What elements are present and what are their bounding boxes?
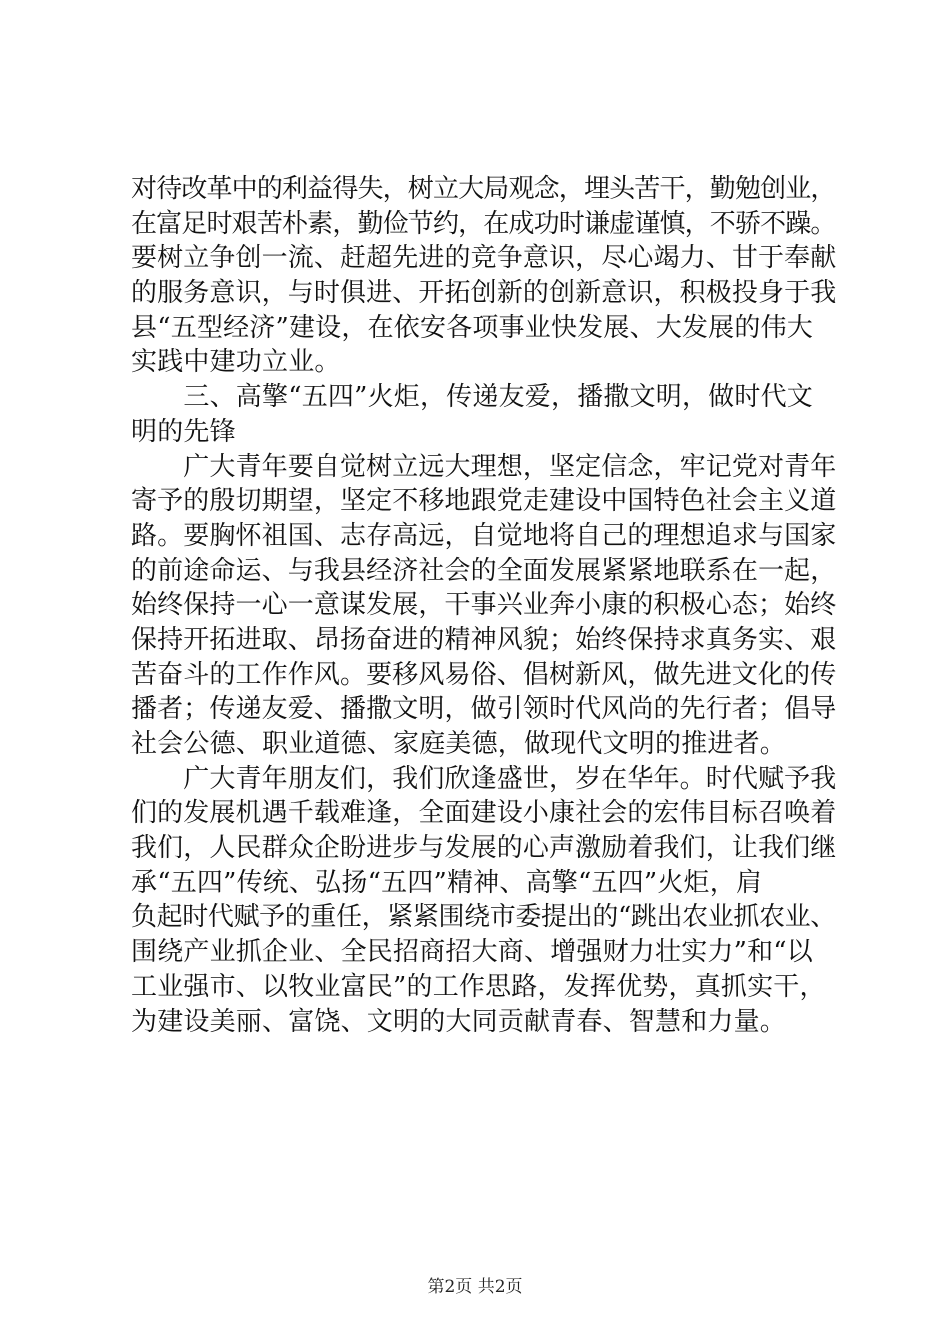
text-line: 负起时代赋予的重任，紧紧围绕市委提出的“跳出农业抓农业、 [131,902,836,933]
text-line: 县“五型经济”建设，在依安各项事业快发展、大发展的伟大 [131,312,813,343]
text-line: 播者；传递友爱、播撒文明，做引领时代风尚的先行者；倡导 [131,694,837,725]
text-line: 对待改革中的利益得失，树立大局观念，埋头苦干，勤勉创业， [131,174,836,204]
text-line: 实践中建功立业。 [131,347,341,378]
text-line: 围绕产业抓企业、全民招商招大商、增强财力壮实力”和“以 [131,937,813,968]
text-line: 社会公德、职业道德、家庭美德，做现代文明的推进者。 [131,729,787,759]
text-line: 路。要胸怀祖国、志存高远，自觉地将自己的理想追求与国家 [131,520,837,551]
text-line: 为建设美丽、富饶、文明的大同贡献青春、智慧和力量。 [131,1006,787,1037]
text-line: 的服务意识，与时俱进、开拓创新的创新意识，积极投身于我 [131,278,837,309]
text-line: 保持开拓进取、昂扬奋进的精神风貌；始终保持求真务实、艰 [131,624,837,655]
text-line: 的前途命运、与我县经济社会的全面发展紧紧地联系在一起， [131,555,837,586]
text-line: 承“五四”传统、弘扬“五四”精神、高擎“五四”火炬，肩 [131,867,763,898]
text-line: 我们，人民群众企盼进步与发展的心声激励着我们，让我们继 [131,833,837,864]
text-line: 广大青年要自觉树立远大理想，坚定信念，牢记党对青年 [131,451,837,482]
text-line: 要树立争创一流、赶超先进的竞争意识，尽心竭力、甘于奉献 [131,243,837,274]
text-line: 苦奋斗的工作作风。要移风易俗、倡树新风，做先进文化的传 [131,659,837,690]
text-line: 工业强市、以牧业富民”的工作思路，发挥优势，真抓实干， [131,971,826,1002]
text-line: 明的先锋 [131,416,236,447]
text-line: 三、高擎“五四”火炬，传递友爱，播撒文明，做时代文 [131,382,813,413]
text-line: 在富足时艰苦朴素，勤俭节约，在成功时谦虚谨慎，不骄不躁。 [131,208,836,239]
text-line: 广大青年朋友们，我们欣逢盛世，岁在华年。时代赋予我 [131,763,837,794]
text-line: 寄予的殷切期望，坚定不移地跟党走建设中国特色社会主义道 [131,486,837,517]
page-footer: 第2页 共2页 [427,1277,523,1297]
text-line: 们的发展机遇千载难逢，全面建设小康社会的宏伟目标召唤着 [131,798,837,829]
body-text [131,172,836,1039]
text-line: 始终保持一心一意谋发展，干事兴业奔小康的积极心态；始终 [131,590,837,621]
